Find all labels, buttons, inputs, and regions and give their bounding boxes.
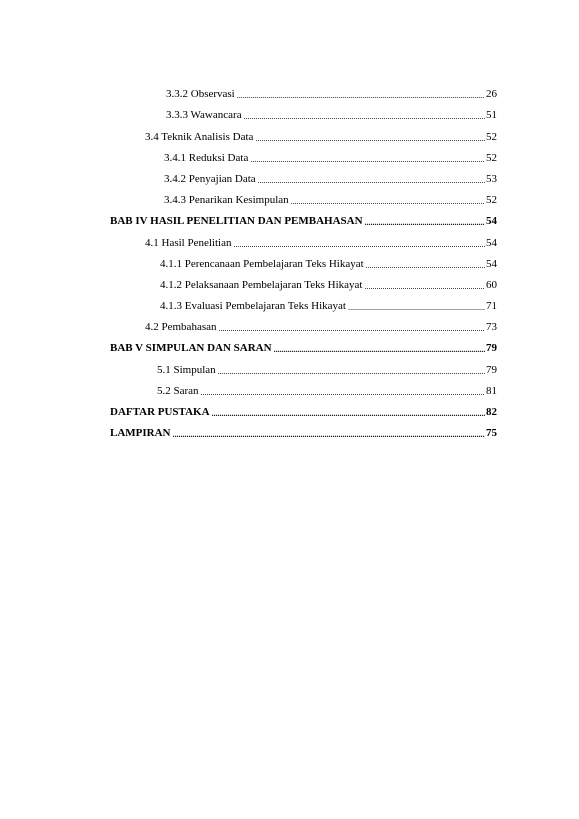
toc-leader-dots — [218, 321, 485, 334]
toc-entry-page-number: 53 — [486, 172, 497, 185]
toc-entry-page-number: 73 — [486, 321, 497, 334]
toc-entry-label: 5.2 Saran — [157, 384, 199, 397]
toc-entry-page-number: 79 — [486, 363, 497, 376]
toc-entry — [110, 122, 497, 143]
toc-leader-dots — [173, 427, 486, 440]
toc-entry — [110, 186, 497, 207]
toc-leader-dots — [255, 131, 485, 144]
toc-entry-label: BAB IV HASIL PENELITIAN DAN PEMBAHASAN — [110, 215, 363, 228]
toc-entry — [110, 313, 497, 334]
toc-leader-dots — [364, 279, 485, 292]
toc-entry-label: 3.3.3 Wawancara — [166, 109, 242, 122]
toc-entry — [110, 165, 497, 186]
toc-entry-page-number: 26 — [486, 88, 497, 101]
toc-entry — [110, 80, 497, 101]
toc-leader-dots — [212, 406, 485, 419]
toc-entry — [110, 144, 497, 165]
toc-leader-dots — [365, 215, 485, 228]
toc-leader-dots — [250, 152, 485, 165]
toc-entry-label: 3.4.1 Reduksi Data — [164, 151, 249, 164]
toc-leader-dots — [201, 385, 485, 398]
toc-entry-label: 4.1 Hasil Penelitian — [145, 236, 232, 249]
toc-entry-page-number: 52 — [486, 130, 497, 143]
toc-leader-dots — [291, 194, 485, 207]
toc-entry — [110, 101, 497, 122]
toc-entry-page-number: 81 — [486, 384, 497, 397]
toc-leader-dots — [218, 364, 485, 377]
toc-entry-page-number: 52 — [486, 151, 497, 164]
toc-entry-page-number: 54 — [486, 257, 497, 270]
toc-entry-label: 4.2 Pembahasan — [145, 321, 217, 334]
toc-entry — [110, 355, 497, 376]
toc-entry — [110, 271, 497, 292]
toc-leader-dots — [258, 173, 485, 186]
toc-entry-label: 3.4.3 Penarikan Kesimpulan — [164, 194, 289, 207]
toc-entry-page-number: 52 — [486, 194, 497, 207]
toc-entry-page-number: 54 — [486, 215, 497, 228]
toc-leader-dots — [237, 88, 485, 101]
toc-entry-label: BAB V SIMPULAN DAN SARAN — [110, 342, 272, 355]
toc-entry-label: 3.4.2 Penyajian Data — [164, 172, 256, 185]
toc-entry-label: 4.1.3 Evaluasi Pembelajaran Teks Hikayat — [160, 300, 346, 313]
toc-entry — [110, 419, 497, 440]
toc-leader-dots — [366, 258, 485, 271]
toc-entry-page-number: 82 — [486, 406, 497, 418]
toc-entry-page-number: 71 — [486, 300, 497, 313]
toc-entry — [110, 207, 497, 228]
toc-entry-label: 3.4 Teknik Analisis Data — [145, 130, 254, 143]
toc-entry — [110, 398, 497, 419]
toc-entry-label: 4.1.1 Perencanaan Pembelajaran Teks Hikayat — [160, 257, 364, 270]
toc-entry-label: 5.1 Simpulan — [157, 363, 216, 376]
toc-entry-page-number: 60 — [486, 278, 497, 291]
toc-entry-label: 4.1.2 Pelaksanaan Pembelajaran Teks Hikayat — [160, 278, 363, 291]
toc-entry — [110, 377, 497, 398]
toc-entry-label: 3.3.2 Observasi — [166, 88, 235, 101]
toc-leader-dots — [244, 109, 485, 122]
toc-leader-dots — [348, 300, 485, 313]
toc-entry — [110, 334, 497, 355]
toc-entry-page-number: 75 — [486, 427, 497, 440]
toc-entry — [110, 250, 497, 271]
table-of-contents — [110, 80, 497, 440]
toc-entry — [110, 228, 497, 249]
toc-entry-page-number: 51 — [486, 109, 497, 122]
toc-leader-dots — [233, 237, 485, 250]
toc-leader-dots — [274, 342, 485, 355]
toc-entry-label: LAMPIRAN — [110, 427, 171, 440]
toc-entry-page-number: 79 — [486, 342, 497, 355]
toc-entry-page-number: 54 — [486, 236, 497, 249]
toc-entry-label: DAFTAR PUSTAKA — [110, 406, 210, 418]
toc-entry — [110, 292, 497, 313]
